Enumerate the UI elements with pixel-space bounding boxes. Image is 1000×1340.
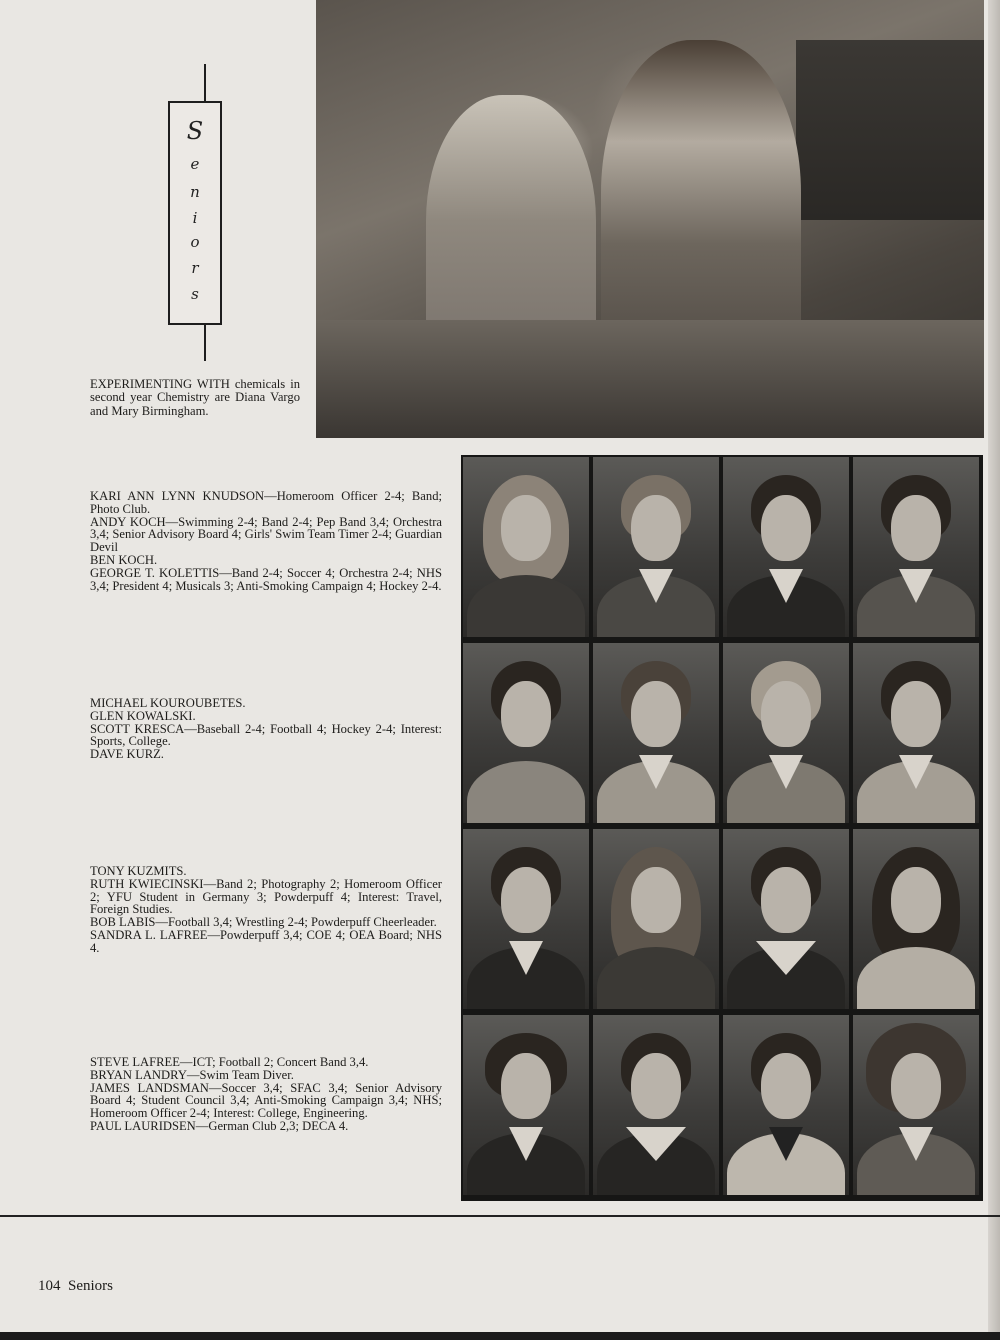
marker-line-top xyxy=(204,64,206,101)
portrait-face xyxy=(891,1053,941,1119)
marker-letter: e xyxy=(190,155,200,173)
bio-block-row-1 xyxy=(90,490,442,592)
portrait-shoulders xyxy=(467,761,585,823)
bottom-band xyxy=(0,1332,1000,1340)
photo-lab-bench xyxy=(316,320,984,438)
portrait-face xyxy=(891,681,941,747)
marker-letter: n xyxy=(190,183,200,201)
portrait xyxy=(723,643,849,823)
portrait-face xyxy=(891,495,941,561)
portrait-face xyxy=(631,681,681,747)
marker-letter: r xyxy=(191,259,199,277)
bio-entry: SCOTT KRESCA—Baseball 2-4; Football 4; Hockey 2-4; Interest: Sports, College. xyxy=(90,721,442,749)
portrait-face xyxy=(501,1053,551,1119)
portrait-grid xyxy=(461,455,983,1201)
portrait xyxy=(723,1015,849,1195)
bio-entry: STEVE LAFREE—ICT; Football 2; Concert Band 3,4. xyxy=(90,1055,369,1069)
page-edge xyxy=(988,0,1000,1340)
portrait xyxy=(463,457,589,637)
portrait-face xyxy=(631,1053,681,1119)
chemistry-lab-photo xyxy=(316,0,984,438)
bio-entry: DAVE KURZ. xyxy=(90,747,164,762)
portrait-face xyxy=(631,495,681,561)
bio-entry: GLEN KOWALSKI. xyxy=(90,708,196,723)
marker-letter: o xyxy=(190,233,200,251)
portrait xyxy=(593,457,719,637)
marker-letter: i xyxy=(192,209,198,227)
section-name: Seniors xyxy=(68,1278,113,1294)
bio-entry: ANDY KOCH—Swimming 2-4; Band 2-4; Pep Band 3,4; Orchestra 3,4; Senior Advisory Board 4; Girls' Swim Team Timer 2-4; Guardian Devil xyxy=(90,514,443,555)
bio-entry: BEN KOCH. xyxy=(90,552,158,567)
page-rule xyxy=(0,1215,1000,1217)
portrait-face xyxy=(761,867,811,933)
bio-entry: BRYAN LANDRY—Swim Team Diver. xyxy=(90,1067,294,1082)
bio-entry: RUTH KWIECINSKI—Band 2; Photography 2; Homeroom Officer 2; YFU Student in Germany 3; Powderpuff 4; Interest: Travel, Foreign Studies. xyxy=(90,876,442,917)
portrait xyxy=(463,643,589,823)
portrait xyxy=(723,457,849,637)
portrait-face xyxy=(631,867,681,933)
portrait-face xyxy=(891,867,941,933)
portrait-face xyxy=(761,495,811,561)
bio-entry: BOB LABIS—Football 3,4; Wrestling 2-4; Powderpuff Cheerleader. xyxy=(90,915,437,930)
bio-entry: JAMES LANDSMAN—Soccer 3,4; SFAC 3,4; Senior Advisory Board 4; Student Council 3,4; Anti-Smoking Campaign 3,4; NHS; Homeroom Officer 2-4; Interest: College, Engineering. xyxy=(90,1080,442,1121)
portrait xyxy=(593,829,719,1009)
bio-block-row-4 xyxy=(90,1056,442,1133)
portrait xyxy=(463,829,589,1009)
portrait-face xyxy=(501,495,551,561)
photo-caption: EXPERIMENTING WITH chemicals in second year Chemistry are Diana Vargo and Mary Birmingham. xyxy=(90,377,300,418)
bio-block-row-2 xyxy=(90,697,442,761)
bio-entry: TONY KUZMITS. xyxy=(90,864,187,878)
portrait-face xyxy=(761,1053,811,1119)
portrait xyxy=(853,1015,979,1195)
portrait-face xyxy=(501,681,551,747)
marker-line-bottom xyxy=(204,325,206,361)
page-number: 104 xyxy=(38,1278,61,1294)
page-folio xyxy=(38,1278,113,1295)
portrait xyxy=(463,1015,589,1195)
portrait xyxy=(593,643,719,823)
portrait xyxy=(723,829,849,1009)
bio-entry: MICHAEL KOUROUBETES. xyxy=(90,696,246,710)
bio-entry: KARI ANN LYNN KNUDSON—Homeroom Officer 2-4; Band; Photo Club. xyxy=(90,489,442,516)
portrait-shoulders xyxy=(467,575,585,637)
portrait-face xyxy=(501,867,551,933)
bio-entry: PAUL LAURIDSEN—German Club 2,3; DECA 4. xyxy=(90,1118,349,1133)
section-marker xyxy=(168,101,222,325)
portrait xyxy=(853,829,979,1009)
portrait xyxy=(853,457,979,637)
portrait xyxy=(593,1015,719,1195)
marker-letter: S xyxy=(186,117,204,145)
bio-entry: SANDRA L. LAFREE—Powderpuff 3,4; COE 4; OEA Board; NHS 4. xyxy=(90,927,442,955)
photo-chalkboard xyxy=(796,40,984,220)
bio-entry: GEORGE T. KOLETTIS—Band 2-4; Soccer 4; Orchestra 2-4; NHS 3,4; President 4; Musicals 3; Anti-Smoking Campaign 4; Hockey 2-4. xyxy=(90,565,442,593)
marker-letter: s xyxy=(191,285,199,303)
portrait-shoulders xyxy=(597,947,715,1009)
bio-block-row-3 xyxy=(90,865,442,955)
portrait xyxy=(853,643,979,823)
portrait-face xyxy=(761,681,811,747)
portrait-shoulders xyxy=(857,947,975,1009)
